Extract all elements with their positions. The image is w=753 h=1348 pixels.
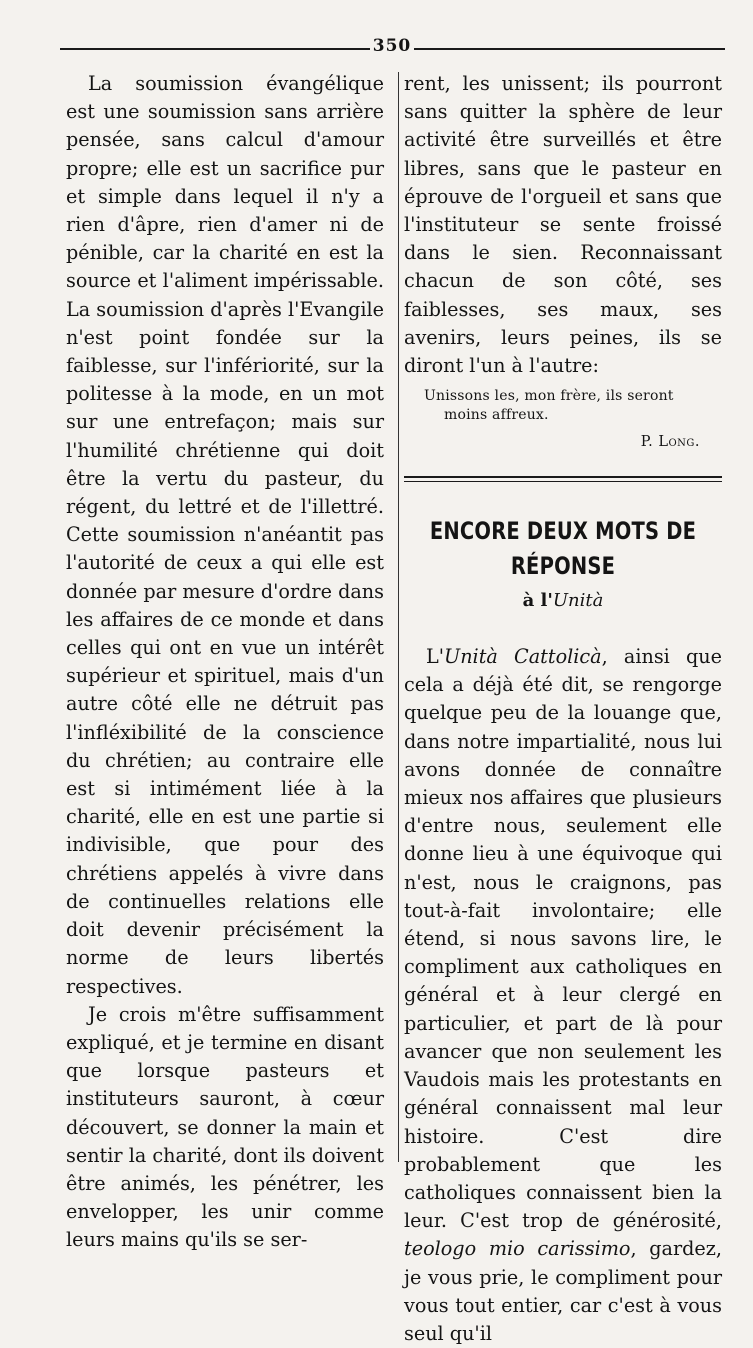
left-paragraph-2: Je crois m'être suffisamment expliqué, et je termine en disant que lorsque pasteurs et instituteurs sauront, à cœur découvert, se donner la main et sentir la charité, dont ils doivent être animés, les pénétrer, les envelopper, les unir comme leurs mains qu'ils se ser- <box>66 1002 384 1252</box>
left-column <box>66 70 384 1255</box>
article-italic-phrase: teologo mio carissimo <box>404 1237 631 1261</box>
subheading-newspaper: Unità <box>552 589 604 611</box>
article-subheading <box>404 587 722 615</box>
right-continuation: rent, les unissent; ils pourront sans quitter la sphère de leur activité être surveillés et être libres, sans que le pasteur en éprouve de l'orgueil et sans que l'instituteur se sente froissé dans le sien. Reconnaissant chacun de son côté, ses faiblesses, ses maux, ses avenirs, leurs peines, ils se diront l'un à l'autre: <box>404 72 722 378</box>
article-newspaper-name: Unità Cattolicà <box>444 645 602 669</box>
verse-line-2: moins affreux. <box>444 407 549 424</box>
page-number: 350 <box>370 36 414 56</box>
column-divider <box>398 72 399 1162</box>
article-opening: L' <box>426 645 445 669</box>
subheading-prefix: à l' <box>522 589 553 611</box>
article-paragraph <box>404 643 722 1348</box>
verse-quote <box>424 387 722 425</box>
section-rule <box>404 476 722 482</box>
article-ending: , gardez, je vous prie, le compliment pour vous tout entier, car c'est à vous seul qu'il <box>404 1237 722 1345</box>
right-column <box>404 70 722 1348</box>
article-body: , ainsi que cela a déjà été dit, se rengorge quelque peu de la louange que, dans notre impartialité, nous lui avons donnée de connaître mieux nos affaires que plusieurs d'entre nous, seulement elle donne lieu à une équivoque qui n'est, nous le craignons, pas tout-à-fait involontaire; elle étend, si nous savons lire, le compliment aux catholiques en général et à leur clergé en particulier, et part de là pour avancer que non seulement les Vaudois mais les protestants en général connaissent mal leur histoire. C'est dire probablement que les catholiques connaissent bien la leur. C'est trop de générosité, <box>404 645 722 1233</box>
article-heading: ENCORE DEUX MOTS DE RÉPONSE <box>429 516 697 581</box>
left-paragraph-1: La soumission évangélique est une soumission sans arrière pensée, sans calcul d'amour propre; elle est un sacrifice pur et simple dans lequel il n'y a rien d'âpre, rien d'amer ni de pénible, car la charité en est la source et l'aliment impérissable. La soumission d'après l'Evangile n'est point fondée sur la faiblesse, sur l'infériorité, sur la politesse à la mode, en un mot sur une entrefaçon; mais sur l'humilité chrétienne qui doit être la vertu du pasteur, du régent, du lettré et de l'illettré. Cette soumission n'anéantit pas l'autorité de ceux a qui elle est donnée par mesure d'ordre dans les affaires de ce monde et dans celles qui ont en vue un intérêt supérieur et spirituel, mais d'un autre côté elle ne détruit pas l'infléxibilité de la conscience du chrétien; au contraire elle est si intimément liée à la charité, elle en est une partie si indivisible, que pour des chrétiens appelés à vivre dans de continuelles relations elle doit devenir précisément la norme de leurs libertés respectives. <box>66 72 384 998</box>
verse-line-1: Unissons les, mon frère, ils seront <box>424 388 674 405</box>
author-signature: P. Long. <box>640 434 700 451</box>
